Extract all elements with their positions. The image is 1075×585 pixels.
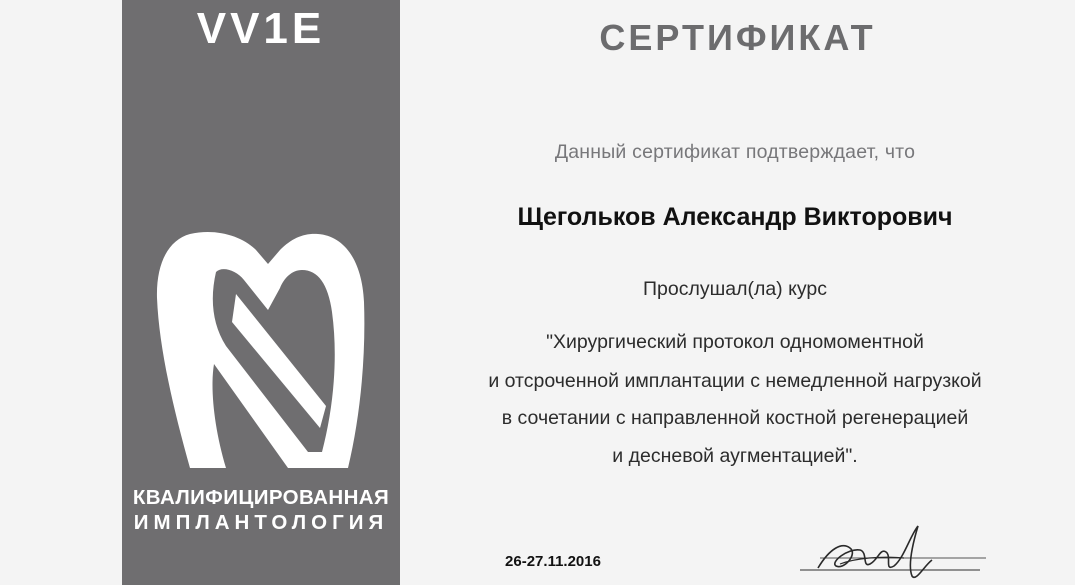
course-title-line: в сочетании с направленной костной регенерацией — [501, 407, 969, 429]
course-title-line: "Хирургический протокол одномоментной — [546, 331, 924, 353]
certificate-date: 26-27.11.2016 — [505, 553, 601, 570]
course-title-line: и десневой аугментацией". — [612, 445, 858, 467]
signature-icon — [800, 518, 990, 585]
brand-logo: VV1E — [196, 4, 326, 53]
recipient-name: Щегольков Александр Викторович — [517, 203, 953, 231]
certificate-title: СЕРТИФИКАТ — [599, 17, 876, 58]
brand-banner — [122, 0, 400, 585]
confirm-text: Данный сертификат подтверждает, что — [554, 141, 916, 163]
banner-caption-line1: КВАЛИФИЦИРОВАННАЯ — [132, 486, 390, 509]
tooth-logo-icon — [152, 228, 370, 474]
course-title-line: и отсроченной имплантации с немедленной нагрузкой — [488, 370, 982, 392]
course-intro: Прослушал(ла) курс — [643, 278, 827, 300]
banner-caption-line2: ИМПЛАНТОЛОГИЯ — [133, 511, 389, 534]
